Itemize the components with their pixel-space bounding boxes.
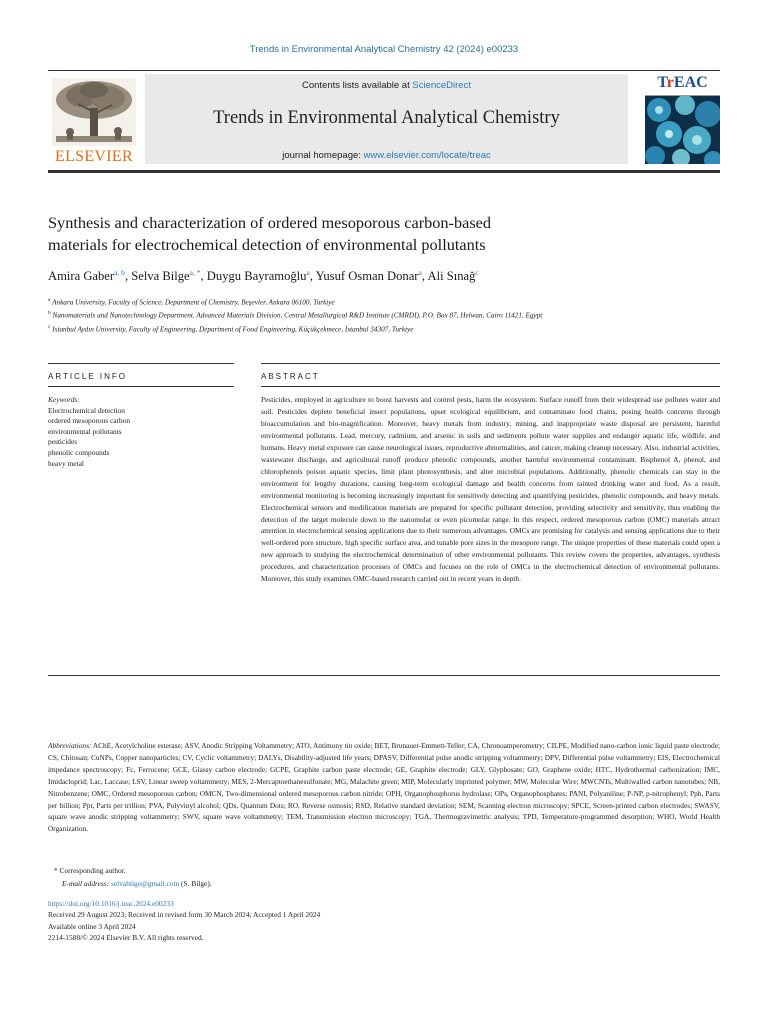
- author-separator: ,: [200, 269, 207, 284]
- author-separator: ,: [421, 269, 428, 284]
- affiliation-mark: c: [48, 323, 51, 330]
- email-suffix: (S. Bilge).: [179, 879, 212, 888]
- journal-citation[interactable]: Trends in Environmental Analytical Chemistry 42 (2024) e00233: [249, 44, 519, 55]
- elsevier-tree-icon: [52, 78, 136, 146]
- contents-prefix: Contents lists available at: [302, 80, 413, 91]
- journal-banner: [145, 74, 628, 164]
- keyword-item: Electrochemical detection: [48, 405, 125, 415]
- publisher-name: ELSEVIER: [55, 148, 133, 165]
- keywords-block: [48, 395, 233, 469]
- contents-line: [145, 80, 628, 91]
- abbreviations-footnote: [48, 740, 720, 835]
- article-info-top-rule: [48, 363, 234, 364]
- article-title-line-1: Synthesis and characterization of ordered mesoporous carbon-based: [48, 213, 492, 232]
- copyright-line: 2214-1588/© 2024 Elsevier B.V. All rights reserved.: [48, 933, 204, 943]
- cover-artwork-icon: [645, 96, 720, 164]
- cover-title-t: T: [657, 74, 667, 91]
- article-title-line-2: materials for electrochemical detection of environmental pollutants: [48, 235, 486, 254]
- corresponding-author-note: * Corresponding author.: [54, 866, 126, 875]
- email-line: [62, 879, 212, 888]
- affiliation-text: Ankara University, Faculty of Science, Department of Chemistry, Beşevler, Ankara 06100, Turkiye: [52, 298, 335, 307]
- elsevier-logo[interactable]: [48, 76, 140, 166]
- affiliation-item: [48, 295, 688, 308]
- author-name[interactable]: Yusuf Osman Donar: [315, 269, 419, 284]
- affiliation-mark: a: [48, 297, 51, 303]
- affiliation-text: Istanbul Aydın University, Faculty of Engineering, Department of Food Engineering, Küçükçekmece, İstanbul 34307, Turkiye: [52, 325, 414, 334]
- author-name[interactable]: Selva Bilge: [131, 269, 190, 284]
- sciencedirect-link[interactable]: ScienceDirect: [412, 80, 471, 91]
- author-affiliation-mark[interactable]: c: [475, 268, 479, 277]
- journal-title: Trends in Environmental Analytical Chemistry: [213, 108, 560, 128]
- journal-cover-image[interactable]: [645, 73, 720, 164]
- abbreviations-text: AChE, Acetylcholine esterase; ASV, Anodic Stripping Voltammetry; ATO, Antimony tin oxide; BET, Brunauer-Emmett-Teller; CA, Chronoamperometry; CILPE, Modified nano-carbon ionic liquid paste electrode; CS, Chitosan; CuNPs, Copper nanoparticles; CV, Cyclic voltammetry; DALYs, Disability-adjusted life years; DPASV, Differential pulse anodic stripping voltammetry; DPV, Differential pulse voltammetry; EIS, Electrochemical impedance spectroscopy; Fc, Ferrocene; GCE, Glassy carbon electrode; GCPE, Graphite carbon paste electrode; GE, Graphite electrode; GLY, Glyphosate; GO, Graphene oxide; HTC, Hydrothermal carbonization; IMC, Imidacloprid; Lac, Laccase; LSV, Linear sweep voltammetry; MES, 2-Mercaptoethanesulfonate; MG, Malachite green; MIP, Molecularly imprinted polymer; MW, Molecular Wire; MWCNTs, Multiwalled carbon nanotubes; NB, Nitrobenzene; OMC, Ordered mesoporous carbon; OMCN, Two-dimensional ordered mesoporous carbon nitride; OPH, Organophosphorus hydrolase; OPs, Organophosphates; PANI, Polyaniline; P-NP, p-nitrophenyl; Ppb, Parts per billion; Ppt, Parts per trillion; PVA, Polyvinyl alcohol; QDs, Quantum Dots; RO, Reverse osmosis; RSD, Relative standard deviation; SEM, Scanning electron microscopy; SPCE, Screen-printed carbon electrodes; SWASV, square wave anodic stripping voltammetry; SWV, square wave voltammetry; TEM, Transmission electron microscopy; TGA, Thermogravimetric analysis; TPD, Temperature-programmed desorption; WHO, World Health Organization.: [48, 741, 720, 834]
- article-info-heading-rule: [48, 386, 234, 387]
- available-online-date: Available online 3 April 2024: [48, 921, 136, 931]
- author-separator: ,: [309, 269, 316, 284]
- abstract-bottom-rule: [48, 675, 720, 676]
- cover-title-r: r: [666, 74, 674, 91]
- affiliation-item: [48, 322, 688, 335]
- author-separator: ,: [124, 269, 132, 284]
- cover-header: [645, 73, 720, 96]
- author-affiliation-mark[interactable]: a: [418, 268, 422, 277]
- keyword-item: phenolic compounds: [48, 447, 110, 457]
- homepage-line: [145, 150, 628, 161]
- abstract-heading-rule: [261, 386, 720, 387]
- cover-title-eac: EAC: [673, 74, 708, 91]
- header-bottom-rule: [48, 170, 720, 173]
- received-dates: Received 29 August 2023; Received in revised form 30 March 2024; Accepted 1 April 2024: [48, 910, 321, 920]
- doi-link[interactable]: https://doi.org/10.1016/j.teac.2024.e00233: [48, 899, 174, 908]
- article-info-heading: ARTICLE INFO: [48, 372, 127, 381]
- author-name[interactable]: Duygu Bayramoğlu: [206, 269, 307, 284]
- article-title: [48, 212, 668, 256]
- author-affiliation-mark[interactable]: a: [306, 268, 310, 277]
- abstract-top-rule: [261, 363, 720, 364]
- affiliation-mark: b: [48, 310, 51, 317]
- abstract-text: Pesticides, employed in agriculture to boost harvests and control pests, harm the ecosystem. Surface runoff from their widespread use pollutes water and soil. Pesticides deplete beneficial insect populations, upset ecological equilibrium, and contaminate food chains, posing health concerns through bioaccumulation and bio-magnification. Moreover, heavy metals from industry, mining, and inappropriate waste disposal are persistent, harmful environmental pollutants. Lead, mercury, cadmium, and arsenic in soils and sediments pollute water supplies and endanger aquatic life, wildlife, and humans. Heavy metal exposure can cause neurological issues, reproductive abnormalities, and cancer, making cleanup necessary. Also, industrial activities, wastewater discharge, and agricultural runoff produce phenolic compounds, another harmful environmental contaminant. Bisphenol A, phenol, and chlorophenols poison aquatic species, limit plant photosynthesis, and alter microbial populations. Additionally, phenolic chemicals can stay in the environment for lengthy durations, causing long-term ecological damage and health concerns from tainted drinking water and food. As a result, environmental monitoring is becoming increasingly important for sensitively detecting and quantifying pesticides, phenolic compounds, and heavy metals. Electrochemical sensors and modification materials are prepared for specific pollutant detection, providing selectivity and sensitivity, thus enabling the detection of the target molecule down to the nanomolar or even picomolar range. In this respect, ordered mesoporous carbon (OMC) materials attract attention in electrochemical sensing applications due to their numerous advantages. OMCs are promising for catalysis and sensing applications due to their well-ordered pore structure, high specific surface area, and tunable pore sizes in the mesopore range. The unique properties of these materials could open a new approach to studying the electrochemical determination of other environmental pollutants. This review covers the properties, advantages, synthesis procedures, and characterization processes of OMCs and focuses on the role of OMCs in the electrochemical detection of environmental pollutants. Moreover, this study examines OMC-based research carried out in recent years in depth.: [261, 395, 720, 584]
- abstract-heading: ABSTRACT: [261, 372, 320, 381]
- keyword-item: heavy metal: [48, 458, 84, 468]
- keyword-item: environmental pollutants: [48, 426, 122, 436]
- publication-info: [48, 898, 720, 944]
- abbreviations-label: Abbreviations:: [48, 741, 92, 750]
- author-affiliation-mark[interactable]: a, *: [189, 268, 201, 277]
- author-name[interactable]: Amira Gaber: [48, 269, 115, 284]
- author-affiliation-mark[interactable]: a, b: [114, 268, 125, 277]
- affiliation-text: Nanomaterials and Nanotechnology Department, Advanced Materials Division, Central Metallurgical R&D Institute (CMRDI), P.O. Box 87, Helwan, Cairo 11421, Egypt: [52, 311, 543, 320]
- email-link[interactable]: selvabilge@gmail.com: [111, 879, 180, 888]
- author-list: [48, 268, 728, 284]
- cover-title: [645, 74, 720, 92]
- homepage-prefix: journal homepage:: [282, 150, 364, 161]
- affiliation-list: [48, 295, 688, 335]
- keyword-item: pesticides: [48, 437, 78, 447]
- affiliation-item: [48, 308, 688, 321]
- author-name[interactable]: Ali Sınağ: [427, 269, 476, 284]
- email-label: E-mail address:: [62, 879, 110, 888]
- homepage-link[interactable]: www.elsevier.com/locate/treac: [363, 150, 491, 161]
- keywords-label: Keywords:: [48, 395, 80, 404]
- header-top-rule: [48, 70, 720, 71]
- keyword-item: ordered mesoporous carbon: [48, 416, 131, 426]
